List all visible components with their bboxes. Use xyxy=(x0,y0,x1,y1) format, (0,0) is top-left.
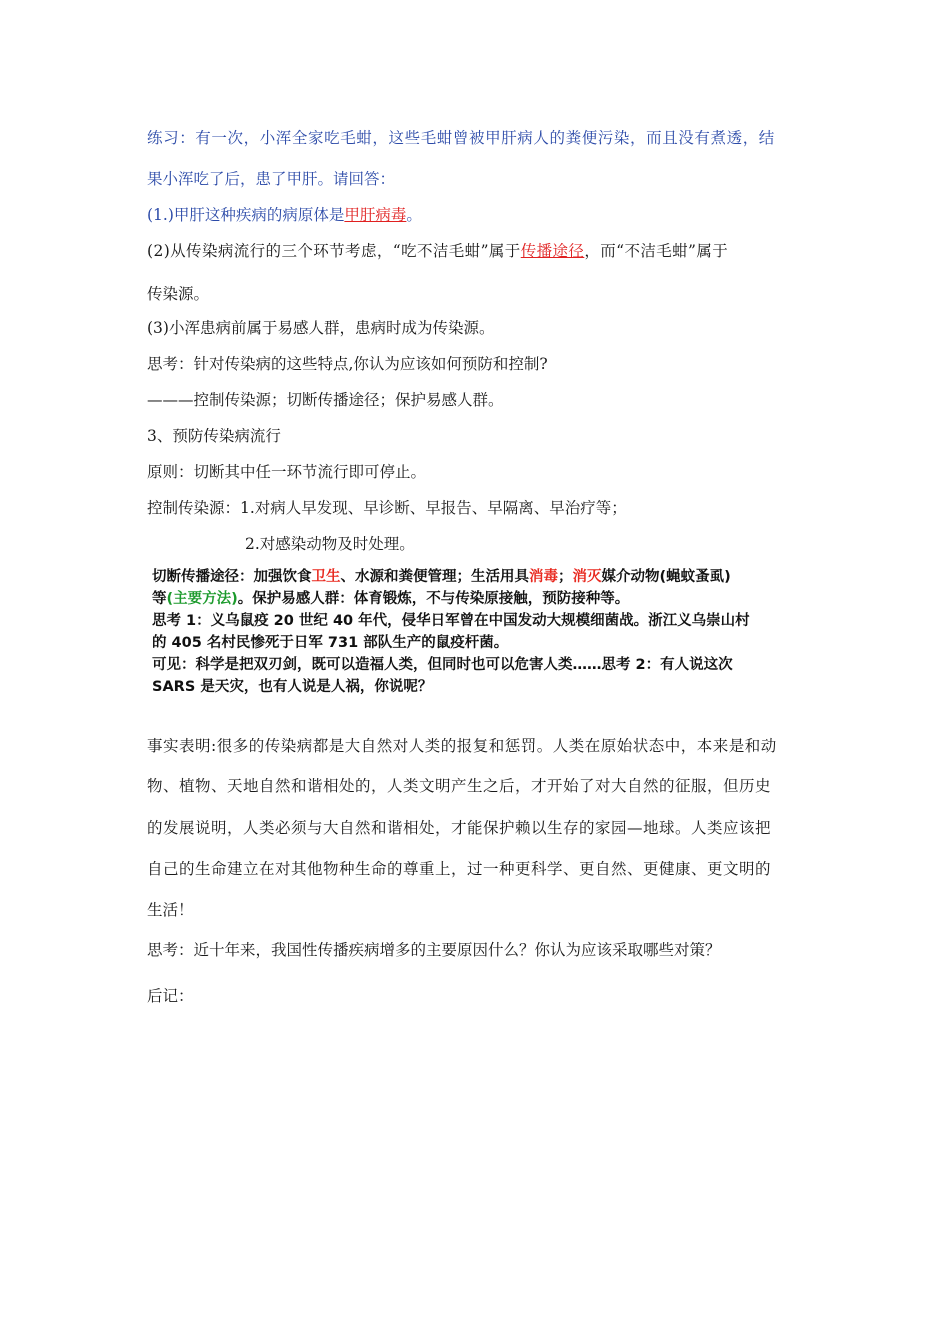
image-highlight-green: (主要方法) xyxy=(166,591,238,607)
image-text: 、水源和粪便管理；生活用具 xyxy=(340,569,529,585)
answer-3: (3)小浑患病前属于易感人群，患病时成为传染源。 xyxy=(147,319,495,337)
image-row-5: 可见：科学是把双刃剑，既可以造福人类，但同时也可以危害人类……思考 2：有人说这次 xyxy=(152,657,733,673)
facts-line-5: 生活！ xyxy=(147,901,194,919)
control-source-2: 2.对感染动物及时处理。 xyxy=(245,535,415,553)
image-row-4: 的 405 名村民惨死于日军 731 部队生产的鼠疫杆菌。 xyxy=(152,635,509,651)
think-1: 思考：针对传染病的这些特点,你认为应该如何预防和控制? xyxy=(147,355,548,373)
control-source-1: 控制传染源：1.对病人早发现、早诊断、早报告、早隔离、早治疗等； xyxy=(147,499,627,517)
facts-line-2: 物、植物、天地自然和谐相处的，人类文明产生之后，才开始了对大自然的征服，但历史 xyxy=(147,777,772,795)
image-highlight-red: 消毒 xyxy=(529,569,558,585)
image-row-3: 思考 1：义乌鼠疫 20 世纪 40 年代，侵华日军曾在中国发动大规模细菌战。浙江义乌崇山村 xyxy=(152,613,750,629)
image-text: 。保护易感人群：体育锻炼，不与传染原接触，预防接种等。 xyxy=(237,591,630,607)
image-row-6: SARS 是天灾，也有人说是人祸，你说呢？ xyxy=(152,679,433,695)
exercise-line-2: 果小浑吃了后，患了甲肝。请回答： xyxy=(147,170,396,188)
facts-line-1: 事实表明:很多的传染病都是大自然对人类的报复和惩罚。人类在原始状态中，本来是和动 xyxy=(147,737,777,755)
image-row-2 xyxy=(152,588,792,610)
exercise-line-1: 练习：有一次，小浑全家吃毛蚶，这些毛蚶曾被甲肝病人的粪便污染，而且没有煮透，结 xyxy=(147,129,775,147)
facts-line-3: 的发展说明，人类必须与大自然和谐相处，才能保护赖以生存的家园—地球。人类应该把 xyxy=(147,819,772,837)
principle: 原则：切断其中任一环节流行即可停止。 xyxy=(147,463,427,481)
image-text: 切断传播途径：加强饮食 xyxy=(152,569,312,585)
answer-2-prefix: (2)从传染病流行的三个环节考虑，“吃不洁毛蚶”属于 xyxy=(147,242,521,260)
answer-2-line-2: 传染源。 xyxy=(147,285,210,303)
image-text: 等 xyxy=(152,591,167,607)
postscript: 后记： xyxy=(147,987,194,1005)
facts-line-4: 自己的生命建立在对其他物种生命的尊重上，过一种更科学、更自然、更健康、更文明的 xyxy=(147,860,772,878)
image-text: ； xyxy=(558,569,573,585)
image-highlight-red: 消灭 xyxy=(572,569,602,585)
answer-1-suffix: 。 xyxy=(406,206,422,224)
section-3-heading: 3、预防传染病流行 xyxy=(147,427,281,445)
answer-2-highlight: 传播途径 xyxy=(520,242,585,260)
image-row-1 xyxy=(152,566,792,588)
embedded-text-image xyxy=(152,566,792,698)
image-text: 媒介动物(蝇蚊蚤虱) xyxy=(601,569,731,585)
answer-1-highlight: 甲肝病毒 xyxy=(344,206,407,224)
answer-1 xyxy=(147,205,422,225)
think-last: 思考：近十年来，我国性传播疾病增多的主要原因什么？你认为应该采取哪些对策？ xyxy=(147,941,721,959)
answer-1-prefix: (1.)甲肝这种疾病的病原体是 xyxy=(147,206,345,224)
image-highlight-red: 卫生 xyxy=(311,569,341,585)
answer-2 xyxy=(147,241,728,261)
dash-line: ———控制传染源；切断传播途径；保护易感人群。 xyxy=(147,391,504,409)
answer-2-suffix: ，而“不洁毛蚶”属于 xyxy=(584,242,729,260)
